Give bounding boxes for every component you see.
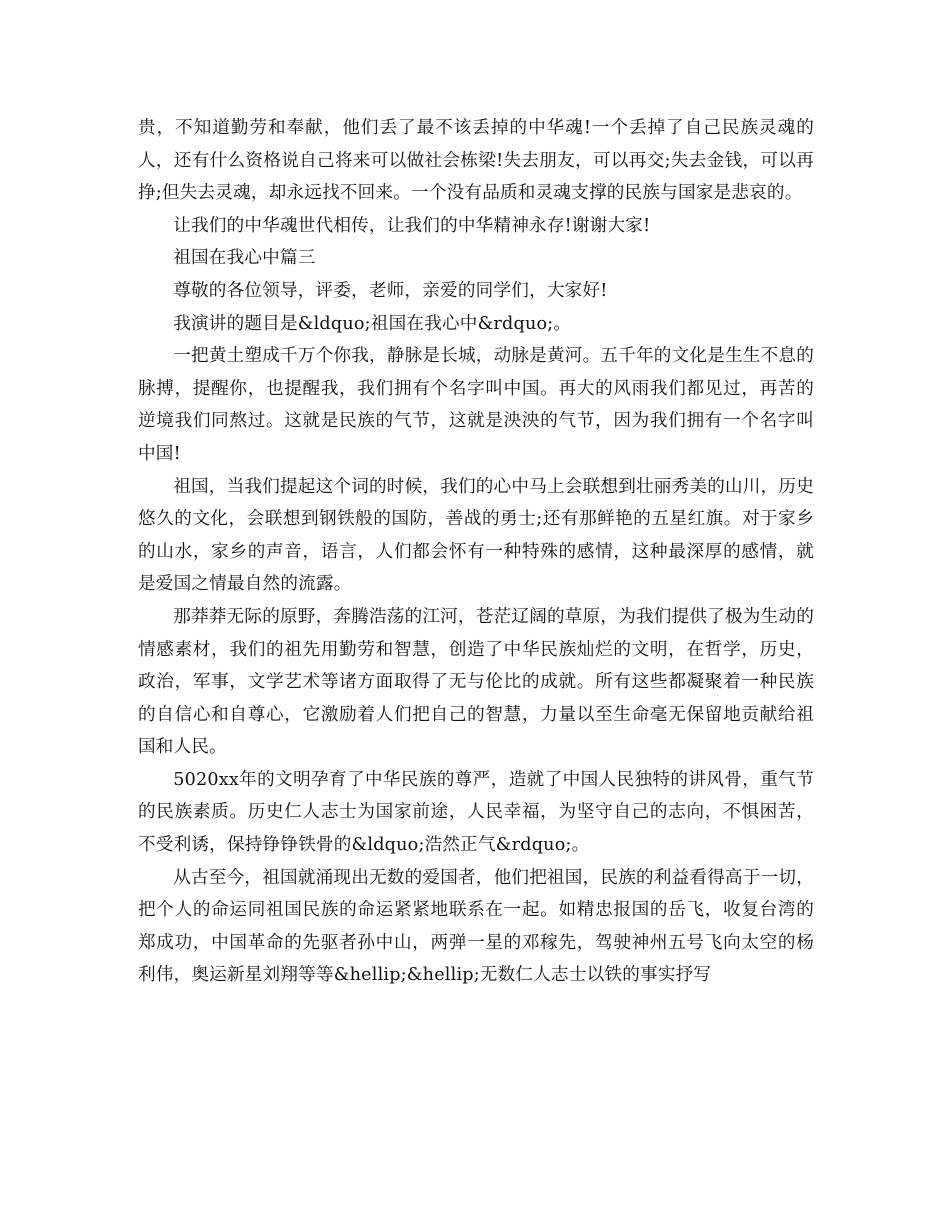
paragraph: 一把黄土塑成千万个你我，静脉是长城，动脉是黄河。五千年的文化是生生不息的脉搏，提醒你，也提醒我，我们拥有个名字叫中国。再大的风雨我们都见过，再苦的逆境我们同熬过。这就是民族的气节，这就是泱泱的气节，因为我们拥有一个名字叫中国! (138, 346, 814, 464)
paragraph: 让我们的中华魂世代相传，让我们的中华精神永存!谢谢大家! (173, 215, 651, 236)
paragraph: 我演讲的题目是&ldquo;祖国在我心中&rdquo;。 (173, 313, 572, 334)
section-heading: 祖国在我心中篇三 (173, 248, 316, 269)
paragraph: 5020xx年的文明孕育了中华民族的尊严，造就了中国人民独特的讲风骨，重气节的民族素质。历史仁人志士为国家前途，人民幸福，为坚守自己的志向，不惧困苦，不受利诱，保持铮铮铁骨的&ldquo;浩然正气&rdquo;。 (138, 769, 814, 856)
paragraph: 尊敬的各位领导，评委，老师，亲爱的同学们，大家好! (173, 280, 608, 301)
paragraph: 那莽莽无际的原野，奔腾浩荡的江河，苍茫辽阔的草原，为我们提供了极为生动的情感素材，我们的祖先用勤劳和智慧，创造了中华民族灿烂的文明，在哲学，历史，政治，军事，文学艺术等诸方面取得了无与伦比的成就。所有这些都凝聚着一种民族的自信心和自尊心，它激励着人们把自己的智慧，力量以至生命毫无保留地贡献给祖国和人民。 (138, 606, 814, 758)
paragraph: 祖国，当我们提起这个词的时候，我们的心中马上会联想到壮丽秀美的山川，历史悠久的文化，会联想到钢铁般的国防，善战的勇士;还有那鲜艳的五星红旗。对于家乡的山水，家乡的声音，语言，人们都会怀有一种特殊的感情，这种最深厚的感情，就是爱国之情最自然的流露。 (138, 476, 814, 595)
document-body (138, 112, 814, 992)
paragraph: 从古至今，祖国就涌现出无数的爱国者，他们把祖国，民族的利益看得高于一切，把个人的命运同祖国民族的命运紧紧地联系在一起。如精忠报国的岳飞，收复台湾的郑成功，中国革命的先驱者孙中山，两弹一星的邓稼先，驾驶神州五号飞向太空的杨利伟，奥运新星刘翔等等&hellip;&hellip;无数仁人志士以铁的事实抒写 (138, 867, 814, 986)
paragraph: 贵，不知道勤劳和奉献，他们丢了最不该丢掉的中华魂!一个丢掉了自己民族灵魂的人，还有什么资格说自己将来可以做社会栋梁!失去朋友，可以再交;失去金钱，可以再挣;但失去灵魂，却永远找不回来。一个没有品质和灵魂支撑的民族与国家是悲哀的。 (138, 118, 814, 204)
